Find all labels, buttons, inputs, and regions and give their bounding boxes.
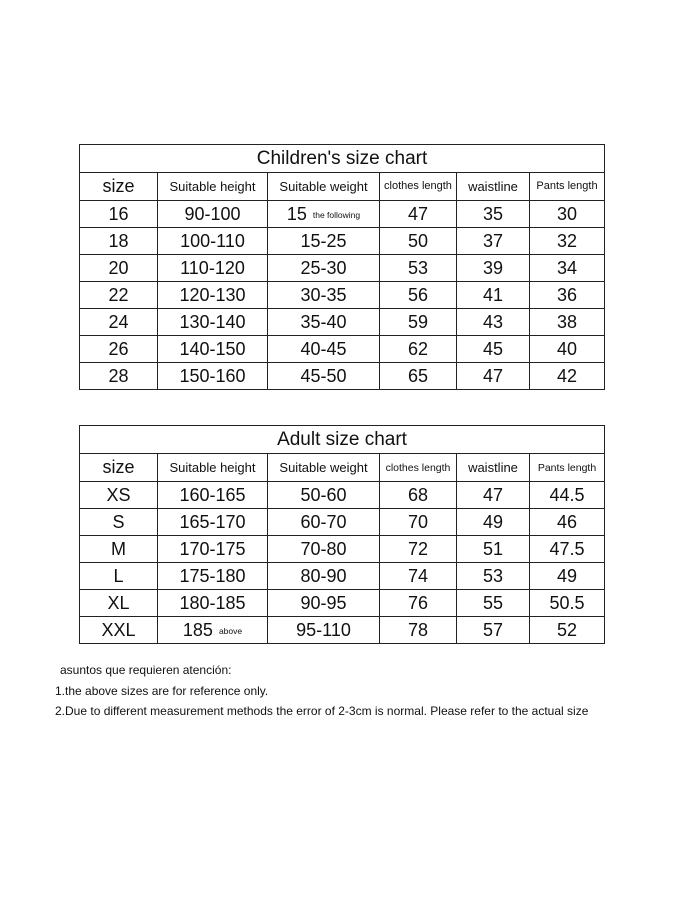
size-cell: [80, 309, 158, 336]
waistline-cell-value: 43: [482, 311, 504, 332]
notes-title: asuntos que requieren atención:: [60, 663, 232, 677]
waistline-cell-value: 35: [482, 203, 504, 224]
size-cell: [80, 509, 158, 536]
waistline-cell: [457, 482, 530, 509]
height-cell-value: 90-100: [184, 203, 241, 224]
waistline-cell-value: 47: [482, 365, 504, 386]
height-cell: [158, 363, 268, 390]
notes-section: [55, 660, 588, 722]
table-row: [80, 201, 605, 228]
height-cell: [158, 255, 268, 282]
waistline-cell-value: 55: [482, 592, 504, 613]
waistline-cell-value: 57: [482, 619, 504, 640]
size-cell: [80, 536, 158, 563]
height-cell: [158, 228, 268, 255]
clothes-length-cell-value: 47: [407, 203, 429, 224]
clothes-length-cell-value: 53: [407, 257, 429, 278]
header-clothes-length: clothes length: [380, 454, 457, 482]
weight-cell-value: 70-80: [300, 538, 347, 559]
table-row: [80, 509, 605, 536]
clothes-length-cell-value: 72: [407, 538, 429, 559]
pants-length-cell-value: 30: [556, 203, 578, 224]
header-size: size: [80, 454, 158, 482]
size-cell: [80, 617, 158, 644]
weight-cell-value: 50-60: [300, 484, 347, 505]
waistline-cell-value: 45: [482, 338, 504, 359]
height-cell-value: 170-175: [179, 538, 246, 559]
waistline-cell-value: 39: [482, 257, 504, 278]
size-cell: [80, 201, 158, 228]
height-cell-value: 175-180: [179, 565, 246, 586]
table-row: [80, 536, 605, 563]
clothes-length-cell: [380, 536, 457, 563]
weight-cell-value: 95-110: [296, 619, 351, 640]
pants-length-cell-value: 47.5: [549, 538, 585, 559]
size-cell: [80, 282, 158, 309]
header-size: size: [80, 173, 158, 201]
clothes-length-cell-value: 76: [407, 592, 429, 613]
clothes-length-cell: [380, 228, 457, 255]
pants-length-cell: [530, 228, 605, 255]
header-height: Suitable height: [158, 454, 268, 482]
pants-length-cell-value: 42: [556, 365, 578, 386]
header-weight: Suitable weight: [268, 173, 380, 201]
weight-cell-value: 30-35: [300, 284, 347, 305]
clothes-length-cell-value: 50: [407, 230, 429, 251]
weight-cell: [268, 228, 380, 255]
clothes-length-cell: [380, 282, 457, 309]
pants-length-cell: [530, 536, 605, 563]
waistline-cell-value: 51: [482, 538, 504, 559]
height-cell: [158, 536, 268, 563]
pants-length-cell-value: 32: [556, 230, 578, 251]
table-row: [80, 563, 605, 590]
table-row: [80, 590, 605, 617]
pants-length-cell: [530, 255, 605, 282]
size-cell: [80, 336, 158, 363]
weight-cell: [268, 282, 380, 309]
clothes-length-cell: [380, 201, 457, 228]
header-waistline: waistline: [457, 173, 530, 201]
pants-length-cell: [530, 336, 605, 363]
height-cell: [158, 590, 268, 617]
waistline-cell: [457, 363, 530, 390]
waistline-cell-value: 49: [482, 511, 504, 532]
size-cell: [80, 482, 158, 509]
size-cell-value: 18: [108, 230, 129, 251]
waistline-cell: [457, 617, 530, 644]
waistline-cell-value: 47: [482, 484, 504, 505]
table-row: [80, 363, 605, 390]
pants-length-cell: [530, 363, 605, 390]
height-cell: [158, 309, 268, 336]
clothes-length-cell-value: 56: [407, 284, 429, 305]
waistline-cell: [457, 309, 530, 336]
pants-length-cell: [530, 590, 605, 617]
adult-chart-title: Adult size chart: [80, 426, 605, 454]
height-cell-value: 165-170: [179, 511, 246, 532]
pants-length-cell: [530, 309, 605, 336]
clothes-length-cell: [380, 482, 457, 509]
height-cell-value: 160-165: [179, 484, 246, 505]
clothes-length-cell: [380, 255, 457, 282]
weight-cell-value: 80-90: [300, 565, 347, 586]
weight-cell-value: 40-45: [300, 338, 347, 359]
height-cell: [158, 282, 268, 309]
waistline-cell: [457, 201, 530, 228]
pants-length-cell-value: 34: [556, 257, 578, 278]
table-row: [80, 228, 605, 255]
pants-length-cell-value: 49: [557, 565, 578, 586]
waistline-cell-value: 41: [482, 284, 504, 305]
size-cell-value: 16: [108, 203, 129, 224]
children-chart-title: Children's size chart: [80, 145, 605, 173]
waistline-cell-value: 53: [482, 565, 504, 586]
pants-length-cell-value: 50.5: [549, 592, 585, 613]
header-clothes-length: clothes length: [380, 173, 457, 201]
size-cell: [80, 590, 158, 617]
table-row: [80, 282, 605, 309]
height-cell: [158, 336, 268, 363]
children-table-body: [80, 201, 605, 390]
waistline-cell: [457, 282, 530, 309]
size-cell: [80, 228, 158, 255]
waistline-cell-value: 37: [482, 230, 504, 251]
size-cell-value: XL: [107, 592, 130, 613]
weight-cell: [268, 255, 380, 282]
pants-length-cell: [530, 563, 605, 590]
weight-cell: [268, 563, 380, 590]
weight-cell: [268, 509, 380, 536]
height-cell-value: 110-120: [180, 257, 245, 278]
size-cell-value: S: [112, 511, 125, 532]
waistline-cell: [457, 336, 530, 363]
header-pants-length: Pants length: [530, 454, 605, 482]
height-cell-value: 140-150: [179, 338, 246, 359]
weight-cell-value: 60-70: [300, 511, 347, 532]
note-item: 2.Due to different measurement methods the error of 2-3cm is normal. Please refer to the actual size: [55, 704, 589, 718]
children-size-chart: [79, 144, 605, 390]
waistline-cell: [457, 536, 530, 563]
size-cell-value: 24: [108, 311, 129, 332]
pants-length-cell: [530, 482, 605, 509]
clothes-length-cell-value: 68: [407, 484, 429, 505]
size-cell-value: 22: [108, 284, 129, 305]
size-cell-value: 20: [108, 257, 129, 278]
pants-length-cell: [530, 201, 605, 228]
header-weight: Suitable weight: [268, 454, 380, 482]
note-item: 1.the above sizes are for reference only.: [55, 683, 269, 698]
waistline-cell: [457, 228, 530, 255]
table-row: [80, 482, 605, 509]
pants-length-cell: [530, 282, 605, 309]
weight-cell: [268, 536, 380, 563]
size-cell: [80, 363, 158, 390]
size-cell-value: L: [113, 565, 124, 586]
header-pants-length: Pants length: [530, 173, 605, 201]
height-cell-value: 150-160: [179, 365, 246, 386]
pants-length-cell-value: 40: [556, 338, 578, 359]
height-cell-value: 130-140: [179, 311, 246, 332]
waistline-cell: [457, 590, 530, 617]
weight-cell: [268, 363, 380, 390]
height-cell: [158, 201, 268, 228]
clothes-length-cell: [380, 563, 457, 590]
weight-cell: [268, 309, 380, 336]
table-row: [80, 617, 605, 644]
table-row: [80, 309, 605, 336]
pants-length-cell-value: 46: [557, 511, 578, 532]
clothes-length-cell-value: 78: [407, 619, 429, 640]
pants-length-cell-value: 44.5: [549, 484, 585, 505]
height-cell-note: above: [218, 625, 243, 636]
height-cell: [158, 563, 268, 590]
height-cell-value: 180-185: [179, 592, 246, 613]
size-cell-value: 26: [108, 338, 129, 359]
clothes-length-cell-value: 65: [407, 365, 429, 386]
clothes-length-cell: [380, 617, 457, 644]
clothes-length-cell-value: 62: [407, 338, 429, 359]
height-cell: [158, 509, 268, 536]
header-height: Suitable height: [158, 173, 268, 201]
size-cell-value: 28: [108, 365, 129, 386]
weight-cell-value: 35-40: [300, 311, 347, 332]
clothes-length-cell: [380, 509, 457, 536]
weight-cell: [268, 201, 380, 228]
height-cell-value: 100-110: [180, 230, 245, 251]
pants-length-cell: [530, 617, 605, 644]
table-row: [80, 255, 605, 282]
pants-length-cell-value: 36: [556, 284, 578, 305]
size-cell-value: XS: [106, 484, 131, 505]
clothes-length-cell: [380, 309, 457, 336]
clothes-length-cell-value: 70: [407, 511, 429, 532]
weight-cell-note: the following: [312, 209, 361, 220]
children-header-row: [80, 173, 605, 201]
height-cell-value: 185: [182, 619, 213, 640]
height-cell: [158, 617, 268, 644]
size-cell-value: M: [111, 538, 126, 559]
height-cell-value: 120-130: [179, 284, 246, 305]
weight-cell-value: 25-30: [300, 257, 347, 278]
weight-cell-value: 90-95: [300, 592, 347, 613]
weight-cell: [268, 617, 380, 644]
header-waistline: waistline: [457, 454, 530, 482]
waistline-cell: [457, 563, 530, 590]
weight-cell: [268, 590, 380, 617]
clothes-length-cell-value: 59: [407, 311, 429, 332]
clothes-length-cell: [380, 336, 457, 363]
adult-size-chart: [79, 425, 605, 644]
size-cell-value: XXL: [101, 619, 136, 640]
clothes-length-cell: [380, 363, 457, 390]
clothes-length-cell: [380, 590, 457, 617]
clothes-length-cell-value: 74: [407, 565, 429, 586]
pants-length-cell: [530, 509, 605, 536]
waistline-cell: [457, 255, 530, 282]
adult-header-row: [80, 454, 605, 482]
weight-cell-value: 45-50: [300, 365, 347, 386]
size-cell: [80, 563, 158, 590]
pants-length-cell-value: 38: [556, 311, 578, 332]
height-cell: [158, 482, 268, 509]
weight-cell-value: 15-25: [300, 230, 347, 251]
adult-table-body: [80, 482, 605, 644]
weight-cell: [268, 482, 380, 509]
weight-cell: [268, 336, 380, 363]
pants-length-cell-value: 52: [557, 619, 578, 640]
weight-cell-value: 15: [286, 203, 307, 224]
size-cell: [80, 255, 158, 282]
table-row: [80, 336, 605, 363]
waistline-cell: [457, 509, 530, 536]
